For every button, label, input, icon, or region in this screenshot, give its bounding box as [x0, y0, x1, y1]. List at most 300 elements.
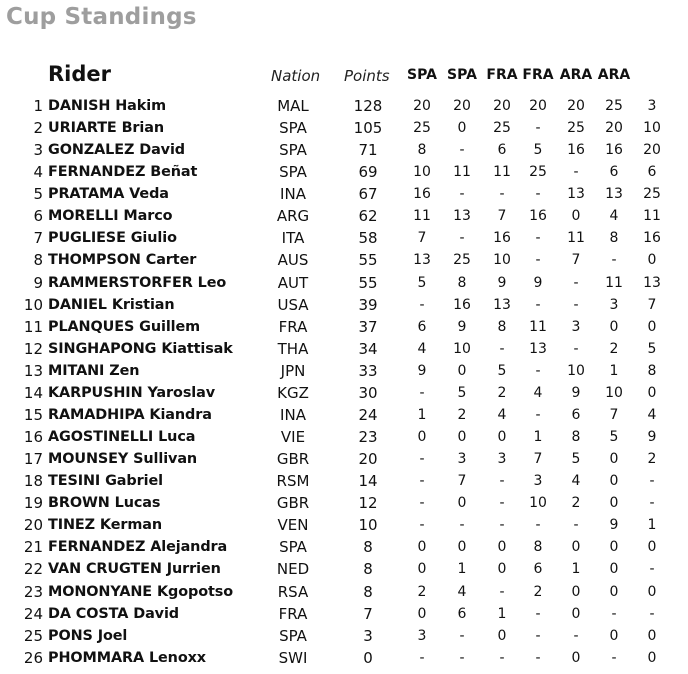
table-row — [0, 249, 688, 271]
race-result-2: 13 — [453, 208, 471, 225]
rider-last-name: PHOMMARA — [48, 649, 145, 666]
rider-nation: JPN — [280, 361, 306, 380]
race-result-3: 10 — [493, 252, 511, 269]
table-row — [0, 117, 688, 139]
race-result-1: 11 — [413, 208, 431, 225]
rider-name — [48, 117, 164, 139]
row-position: 10 — [23, 295, 43, 314]
race-result-3: - — [499, 473, 505, 490]
race-result-2: 5 — [457, 384, 467, 401]
race-result-3: 7 — [497, 208, 507, 225]
race-result-5: - — [573, 627, 579, 644]
rider-name — [48, 95, 166, 117]
race-result-3: 4 — [497, 406, 507, 423]
row-position: 21 — [23, 538, 43, 557]
rider-name — [48, 161, 197, 183]
rider-nation: RSA — [277, 582, 309, 601]
race-result-5: 4 — [571, 473, 581, 490]
race-result-6: 6 — [609, 164, 619, 181]
race-result-6: - — [611, 252, 617, 269]
rider-last-name: FERNANDEZ — [48, 539, 146, 556]
race-result-7: 16 — [643, 230, 661, 247]
race-result-3: 13 — [493, 296, 511, 313]
rider-nation: INA — [280, 185, 306, 204]
table-row — [0, 603, 688, 625]
rider-name — [48, 338, 233, 360]
rider-first-name: Kgopotso — [156, 583, 234, 600]
race-result-3: - — [499, 583, 505, 600]
rider-first-name: Leo — [197, 274, 227, 291]
race-result-5: - — [573, 296, 579, 313]
rider-name — [48, 227, 177, 249]
row-position: 2 — [33, 119, 43, 138]
race-result-2: - — [459, 517, 465, 534]
rider-name — [48, 647, 206, 669]
table-row — [0, 227, 688, 249]
rider-name — [48, 625, 127, 647]
rider-name — [48, 404, 212, 426]
rider-last-name: GONZALEZ — [48, 142, 135, 159]
race-result-4: 13 — [529, 340, 547, 357]
race-result-5: 0 — [571, 583, 581, 600]
race-result-2: 3 — [457, 451, 467, 468]
race-result-6: 13 — [605, 186, 623, 203]
race-result-1: 9 — [417, 362, 427, 379]
race-result-2: 9 — [457, 318, 467, 335]
rider-name — [48, 603, 179, 625]
rider-last-name: DA COSTA — [48, 605, 129, 622]
race-result-5: 0 — [571, 208, 581, 225]
race-result-6: 0 — [609, 495, 619, 512]
race-result-7: 8 — [647, 362, 657, 379]
row-position: 15 — [23, 405, 43, 424]
rider-name — [48, 139, 185, 161]
race-result-1: 16 — [413, 186, 431, 203]
race-result-4: - — [535, 362, 541, 379]
race-result-5: 3 — [571, 318, 581, 335]
rider-name — [48, 426, 195, 448]
row-position: 17 — [23, 450, 43, 469]
rider-name — [48, 183, 169, 205]
rider-nation: ARG — [276, 207, 310, 226]
race-result-1: 6 — [417, 318, 427, 335]
race-result-7: 13 — [643, 274, 661, 291]
race-result-3: - — [499, 186, 505, 203]
table-row — [0, 448, 688, 470]
race-result-6: 0 — [609, 451, 619, 468]
header-race-5: ARA — [559, 67, 593, 83]
race-result-2: - — [459, 186, 465, 203]
race-result-4: - — [535, 120, 541, 137]
race-result-5: - — [573, 517, 579, 534]
race-result-2: 11 — [453, 164, 471, 181]
table-row — [0, 470, 688, 492]
table-row — [0, 536, 688, 558]
rider-first-name: Beñat — [150, 164, 198, 181]
rider-last-name: THOMPSON — [48, 252, 141, 269]
rider-name — [48, 205, 172, 227]
header-race-6: ARA — [597, 67, 631, 83]
race-result-5: 25 — [567, 120, 585, 137]
rider-first-name: Carter — [145, 252, 197, 269]
race-result-5: 1 — [571, 561, 581, 578]
row-position: 12 — [23, 339, 43, 358]
race-result-7: - — [649, 561, 655, 578]
rider-points: 39 — [358, 295, 378, 314]
rider-name — [48, 316, 200, 338]
rider-first-name: Brian — [121, 120, 165, 137]
header-points: Points — [344, 67, 390, 85]
row-position: 24 — [23, 604, 43, 623]
race-result-1: 7 — [417, 230, 427, 247]
race-result-6: 5 — [609, 429, 619, 446]
row-position: 8 — [33, 251, 43, 270]
race-result-4: 11 — [529, 318, 547, 335]
race-result-2: 0 — [457, 429, 467, 446]
rider-last-name: SINGHAPONG — [48, 340, 157, 357]
race-result-5: 2 — [571, 495, 581, 512]
table-row — [0, 205, 688, 227]
race-result-2: - — [459, 649, 465, 666]
rider-nation: USA — [277, 295, 309, 314]
race-result-4: - — [535, 517, 541, 534]
race-result-3: 0 — [497, 539, 507, 556]
rider-nation: RSM — [276, 472, 310, 491]
rider-first-name: Giulio — [130, 230, 177, 247]
race-result-2: - — [459, 142, 465, 159]
race-result-6: 11 — [605, 274, 623, 291]
rider-points: 58 — [358, 229, 378, 248]
race-result-5: 0 — [571, 539, 581, 556]
race-result-5: - — [573, 340, 579, 357]
race-result-2: 2 — [457, 406, 467, 423]
rider-last-name: RAMADHIPA — [48, 406, 145, 423]
race-result-2: 6 — [457, 605, 467, 622]
rider-last-name: PRATAMA — [48, 186, 125, 203]
rider-points: 30 — [358, 383, 378, 402]
race-result-2: 16 — [453, 296, 471, 313]
race-result-4: - — [535, 296, 541, 313]
race-result-5: 0 — [571, 605, 581, 622]
race-result-3: - — [499, 517, 505, 534]
row-position: 5 — [33, 185, 43, 204]
rider-last-name: MORELLI — [48, 208, 119, 225]
rider-name — [48, 360, 139, 382]
rider-first-name: Yaroslav — [147, 384, 216, 401]
race-result-6: 0 — [609, 473, 619, 490]
race-result-7: - — [649, 605, 655, 622]
row-position: 20 — [23, 516, 43, 535]
header-race-2: SPA — [447, 67, 477, 83]
rider-points: 71 — [358, 141, 378, 160]
row-position: 1 — [33, 97, 43, 115]
rider-nation: FRA — [278, 317, 308, 336]
rider-first-name: Joel — [97, 627, 128, 644]
race-result-6: 10 — [605, 384, 623, 401]
race-result-3: 8 — [497, 318, 507, 335]
rider-first-name: Kiattisak — [161, 340, 233, 357]
race-result-6: 3 — [609, 296, 619, 313]
race-result-2: 1 — [457, 561, 467, 578]
race-result-7: 0 — [647, 318, 657, 335]
row-position: 26 — [23, 648, 43, 667]
table-row — [0, 382, 688, 404]
race-result-3: - — [499, 495, 505, 512]
rider-name — [48, 470, 163, 492]
rider-name — [48, 272, 226, 294]
rider-first-name: Gabriel — [105, 473, 163, 490]
table-row — [0, 294, 688, 316]
race-result-6: 2 — [609, 340, 619, 357]
race-result-1: 0 — [417, 561, 427, 578]
race-result-6: 20 — [605, 120, 623, 137]
rider-points: 128 — [353, 97, 383, 115]
header-race-4: FRA — [522, 67, 554, 83]
rider-nation: SPA — [279, 163, 307, 182]
row-position: 7 — [33, 229, 43, 248]
race-result-7: 6 — [647, 164, 657, 181]
race-result-1: 5 — [417, 274, 427, 291]
rider-last-name: MOUNSEY — [48, 451, 129, 468]
rider-first-name: Hakim — [115, 98, 166, 114]
rider-points: 69 — [358, 163, 378, 182]
race-result-1: 8 — [417, 142, 427, 159]
rider-name — [48, 382, 215, 404]
race-result-7: 4 — [647, 406, 657, 423]
race-result-2: 0 — [457, 539, 467, 556]
race-result-4: - — [535, 627, 541, 644]
race-result-6: 16 — [605, 142, 623, 159]
race-result-1: 0 — [417, 539, 427, 556]
race-result-4: 10 — [529, 495, 547, 512]
table-row — [0, 514, 688, 536]
rider-last-name: TINEZ — [48, 517, 95, 534]
rider-last-name: AGOSTINELLI — [48, 429, 154, 446]
race-result-1: 0 — [417, 429, 427, 446]
row-position: 13 — [23, 361, 43, 380]
race-result-2: 0 — [457, 362, 467, 379]
race-result-7: - — [649, 473, 655, 490]
race-result-5: 13 — [567, 186, 585, 203]
race-result-5: 20 — [567, 98, 585, 114]
race-result-3: - — [499, 340, 505, 357]
race-result-7: 0 — [647, 583, 657, 600]
table-row — [0, 95, 688, 117]
rider-points: 20 — [358, 450, 378, 469]
rider-last-name: MITANI — [48, 362, 105, 379]
race-result-6: 25 — [605, 98, 623, 114]
race-result-7: 0 — [647, 384, 657, 401]
rider-last-name: KARPUSHIN — [48, 384, 143, 401]
rider-points: 33 — [358, 361, 378, 380]
race-result-3: 0 — [497, 429, 507, 446]
rider-points: 105 — [353, 119, 383, 138]
rider-last-name: PLANQUES — [48, 318, 135, 335]
race-result-6: 0 — [609, 627, 619, 644]
rider-last-name: DANISH — [48, 98, 111, 114]
race-result-7: 5 — [647, 340, 657, 357]
race-result-5: 9 — [571, 384, 581, 401]
race-result-1: 4 — [417, 340, 427, 357]
race-result-7: 1 — [647, 517, 657, 534]
row-position: 16 — [23, 428, 43, 447]
race-result-3: 25 — [493, 120, 511, 137]
rider-last-name: MONONYANE — [48, 583, 153, 600]
race-result-3: 9 — [497, 274, 507, 291]
race-result-2: 7 — [457, 473, 467, 490]
row-position: 22 — [23, 560, 43, 579]
rider-nation: AUT — [277, 273, 309, 292]
rider-points: 12 — [358, 494, 378, 513]
header-nation: Nation — [271, 67, 321, 85]
race-result-1: - — [419, 495, 425, 512]
rider-first-name: Veda — [129, 186, 169, 203]
race-result-3: 16 — [493, 230, 511, 247]
race-result-7: 3 — [647, 98, 657, 114]
race-result-5: 8 — [571, 429, 581, 446]
rider-last-name: TESINI — [48, 473, 101, 490]
race-result-2: - — [459, 627, 465, 644]
rider-name — [48, 448, 197, 470]
rider-points: 34 — [358, 339, 378, 358]
race-result-4: 3 — [533, 473, 543, 490]
race-result-5: - — [573, 274, 579, 291]
race-result-5: 7 — [571, 252, 581, 269]
rider-first-name: Kristian — [111, 296, 175, 313]
race-result-1: 0 — [417, 605, 427, 622]
race-result-2: 20 — [453, 98, 471, 114]
race-result-6: 1 — [609, 362, 619, 379]
race-result-6: 0 — [609, 583, 619, 600]
rider-first-name: Sullivan — [133, 451, 198, 468]
race-result-4: - — [535, 605, 541, 622]
race-result-7: - — [649, 495, 655, 512]
rider-nation: INA — [280, 405, 306, 424]
race-result-3: 20 — [493, 98, 511, 114]
rider-first-name: Lenoxx — [148, 649, 206, 666]
race-result-6: 8 — [609, 230, 619, 247]
table-row — [0, 558, 688, 580]
race-result-5: 11 — [567, 230, 585, 247]
race-result-7: 0 — [647, 627, 657, 644]
race-result-3: 5 — [497, 362, 507, 379]
race-result-2: 4 — [457, 583, 467, 600]
rider-points: 23 — [358, 428, 378, 447]
race-result-3: 3 — [497, 451, 507, 468]
race-result-2: 25 — [453, 252, 471, 269]
race-result-5: 6 — [571, 406, 581, 423]
race-result-1: - — [419, 649, 425, 666]
race-result-2: 0 — [457, 120, 467, 137]
race-result-1: - — [419, 296, 425, 313]
race-result-4: 2 — [533, 583, 543, 600]
rider-last-name: PUGLIESE — [48, 230, 126, 247]
rider-points: 8 — [363, 538, 373, 557]
rider-points: 0 — [363, 648, 373, 667]
race-result-4: 6 — [533, 561, 543, 578]
rider-nation: GBR — [276, 450, 310, 469]
rider-last-name: RAMMERSTORFER — [48, 274, 193, 291]
race-result-5: 16 — [567, 142, 585, 159]
rider-points: 7 — [363, 604, 373, 623]
race-result-1: 13 — [413, 252, 431, 269]
table-row — [0, 161, 688, 183]
row-position: 11 — [23, 317, 43, 336]
table-row — [0, 183, 688, 205]
row-position: 4 — [33, 163, 43, 182]
row-position: 25 — [23, 626, 43, 645]
table-row — [0, 426, 688, 448]
race-result-5: 0 — [571, 649, 581, 666]
header-rider: Rider — [48, 62, 111, 86]
race-result-6: 7 — [609, 406, 619, 423]
race-result-4: - — [535, 252, 541, 269]
header-race-3: FRA — [486, 67, 518, 83]
race-result-1: - — [419, 451, 425, 468]
race-result-3: 2 — [497, 384, 507, 401]
rider-last-name: BROWN — [48, 495, 110, 512]
rider-name — [48, 492, 160, 514]
row-position: 19 — [23, 494, 43, 513]
rider-last-name: PONS — [48, 627, 93, 644]
rider-first-name: Lucas — [114, 495, 161, 512]
race-result-4: 4 — [533, 384, 543, 401]
rider-nation: SPA — [279, 538, 307, 557]
race-result-3: 11 — [493, 164, 511, 181]
race-result-1: 2 — [417, 583, 427, 600]
race-result-2: 8 — [457, 274, 467, 291]
race-result-4: 8 — [533, 539, 543, 556]
table-row — [0, 272, 688, 294]
row-position: 18 — [23, 472, 43, 491]
race-result-6: - — [611, 605, 617, 622]
rider-points: 8 — [363, 560, 373, 579]
race-result-1: 20 — [413, 98, 431, 114]
rider-nation: GBR — [276, 494, 310, 513]
race-result-7: 25 — [643, 186, 661, 203]
race-result-7: 20 — [643, 142, 661, 159]
table-row — [0, 647, 688, 669]
row-position: 3 — [33, 141, 43, 160]
race-result-7: 7 — [647, 296, 657, 313]
race-result-3: - — [499, 649, 505, 666]
race-result-1: 3 — [417, 627, 427, 644]
rider-points: 10 — [358, 516, 378, 535]
race-result-2: - — [459, 230, 465, 247]
race-result-3: 0 — [497, 561, 507, 578]
rider-points: 55 — [358, 251, 378, 270]
rider-nation: MAL — [277, 97, 309, 115]
rider-name — [48, 536, 227, 558]
race-result-3: 1 — [497, 605, 507, 622]
race-result-7: 10 — [643, 120, 661, 137]
rider-nation: AUS — [277, 251, 309, 270]
row-position: 23 — [23, 582, 43, 601]
race-result-2: 10 — [453, 340, 471, 357]
race-result-1: 25 — [413, 120, 431, 137]
race-result-4: - — [535, 406, 541, 423]
rider-first-name: Marco — [123, 208, 173, 225]
table-row — [0, 338, 688, 360]
rider-first-name: Zen — [109, 362, 140, 379]
row-position: 14 — [23, 383, 43, 402]
rider-nation: VIE — [280, 428, 306, 447]
rider-last-name: DANIEL — [48, 296, 107, 313]
rider-points: 24 — [358, 405, 378, 424]
race-result-7: 0 — [647, 539, 657, 556]
rider-first-name: Kiandra — [149, 406, 212, 423]
rider-nation: SPA — [279, 141, 307, 160]
